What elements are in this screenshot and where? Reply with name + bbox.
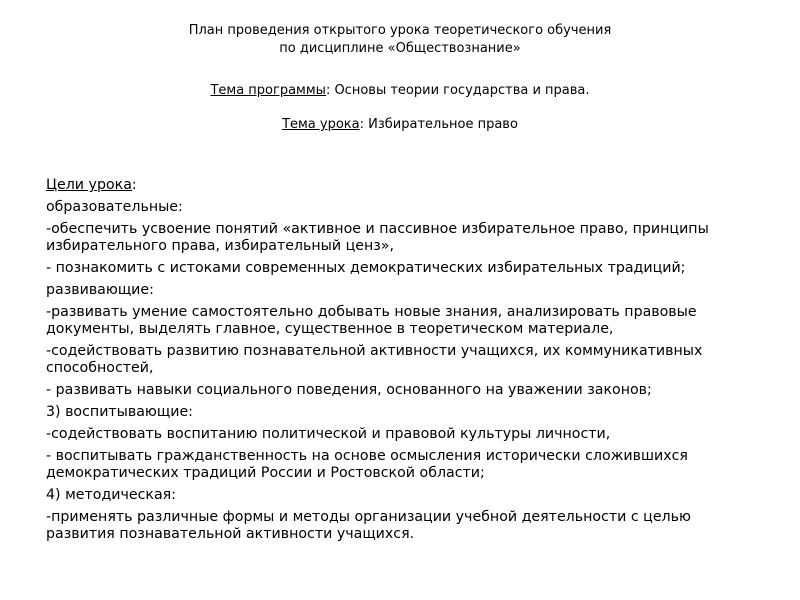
lesson-goals — [46, 177, 766, 543]
goals-heading-colon: : — [131, 177, 137, 193]
lesson-topic-value: Избирательное право — [368, 117, 518, 132]
plan-title-line-1: План проведения открытого урока теоретического обучения — [188, 23, 612, 38]
program-topic-label: Тема программы — [210, 83, 326, 98]
goal-line: - воспитывать гражданственность на основе осмысления исторически сложившихся — [46, 448, 688, 464]
goal-line: образовательные: — [46, 199, 183, 215]
lesson-topic-label: Тема урока — [282, 117, 360, 132]
program-topic — [0, 82, 800, 100]
goal-line: - развивать навыки социального поведения, основанного на уважении законов; — [46, 382, 652, 398]
goal-line: - познакомить с истоками современных демократических избирательных традиций; — [46, 260, 686, 276]
goal-line: -содействовать воспитанию политической и правовой культуры личности, — [46, 426, 611, 442]
program-topic-separator: : — [325, 83, 335, 98]
goal-line: -обеспечить усвоение понятий «активное и пассивное избирательное право, принципы — [46, 221, 709, 237]
goal-line: -применять различные формы и методы организации учебной деятельности с целью — [46, 509, 691, 525]
goal-line: развития познавательной активности учащихся. — [46, 526, 415, 542]
goal-line: избирательного права, избирательный ценз», — [46, 238, 394, 254]
plan-header — [0, 22, 800, 58]
goal-line: развивающие: — [46, 282, 154, 298]
goal-line: 3) воспитывающие: — [46, 404, 193, 420]
program-topic-value: Основы теории государства и права. — [334, 83, 590, 98]
lesson-topic — [0, 116, 800, 134]
goal-line: способностей, — [46, 360, 154, 376]
goal-line: -содействовать развитию познавательной активности учащихся, их коммуникативных — [46, 343, 703, 359]
goal-line: -развивать умение самостоятельно добывать новые знания, анализировать правовые — [46, 304, 697, 320]
goals-heading — [46, 177, 766, 194]
goal-line: 4) методическая: — [46, 487, 176, 503]
goal-line: документы, выделять главное, существенное в теоретическом материале, — [46, 321, 614, 337]
lesson-topic-separator: : — [359, 117, 369, 132]
goals-heading-label: Цели урока — [46, 177, 132, 193]
goal-line: демократических традиций России и Ростовской области; — [46, 465, 485, 481]
plan-title-line-2: по дисциплине «Обществознание» — [279, 41, 521, 56]
